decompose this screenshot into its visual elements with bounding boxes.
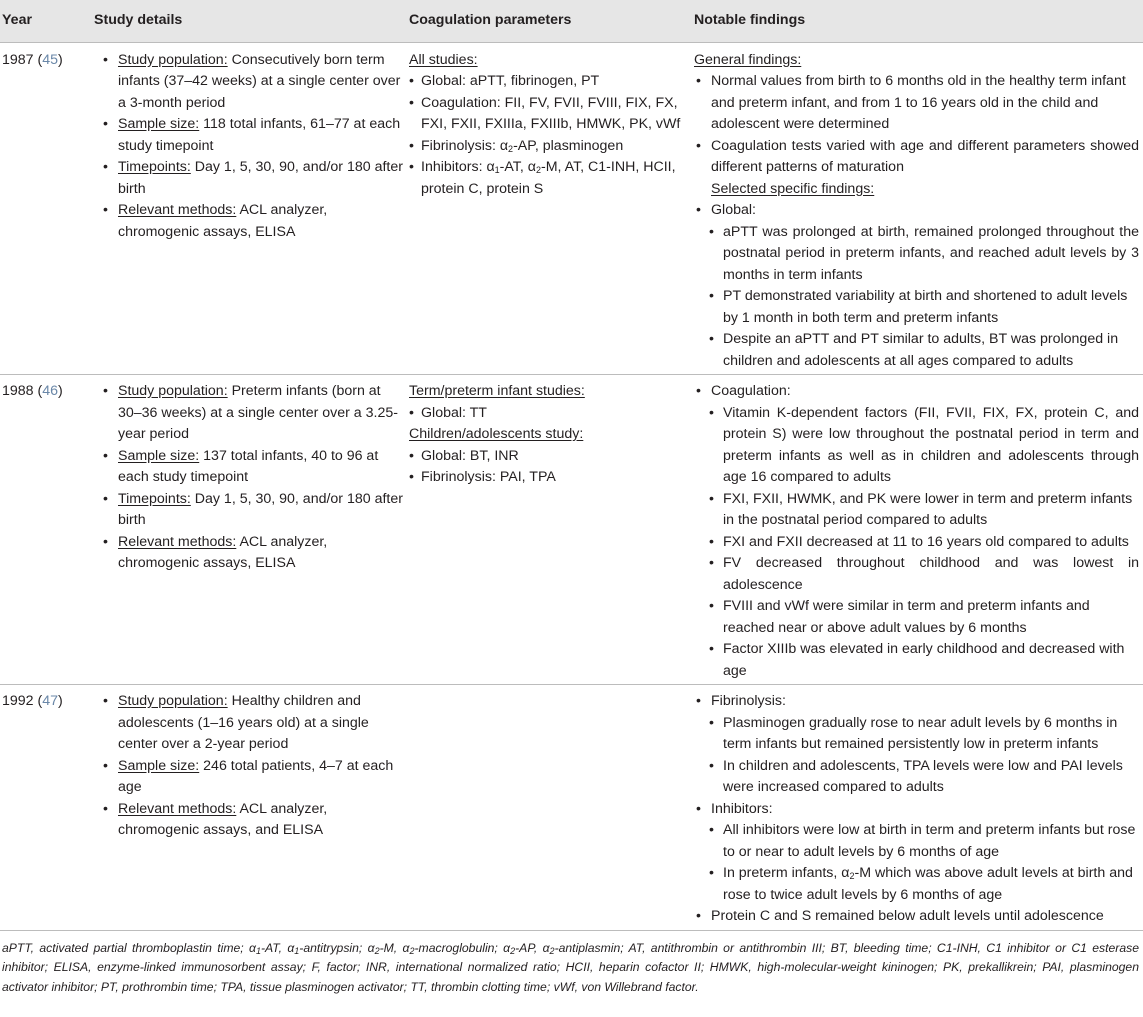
sub-finding: • Despite an aPTT and PT similar to adults, BT was prolonged in children and adolescents at all ages compared to adults (694, 329, 1139, 372)
finding-item: • Coagulation tests varied with age and different parameters showed different patterns of maturation (694, 136, 1139, 179)
table-row-1987 (0, 42, 1143, 375)
finding-group (694, 799, 1139, 907)
table-header-row (0, 0, 1143, 42)
sub-finding: • FXI and FXII decreased at 11 to 16 years old compared to adults (694, 532, 1139, 554)
sub-finding: • FV decreased throughout childhood and was lowest in adolescence (694, 553, 1139, 596)
finding-item: • Normal values from birth to 6 months old in the healthy term infant and preterm infant, and from 1 to 16 years old in the child and adolescent were determined (694, 71, 1139, 136)
study-details-cell (92, 685, 407, 931)
detail-label: Study population: (118, 51, 228, 68)
specific-findings-wrap (694, 179, 1139, 201)
detail-label: Timepoints: (118, 490, 191, 507)
parameters-cell (407, 685, 692, 931)
detail-label: Sample size: (118, 757, 200, 774)
detail-text: 118 total infants, 61–77 at each study timepoint (118, 116, 401, 154)
table-row-1988 (0, 375, 1143, 685)
detail-text: Consecutively born term infants (37–42 weeks) at a single center over a 3-month period (118, 51, 401, 111)
detail-label: Study population: (118, 693, 228, 709)
param-item: • Fibrinolysis: $\alpha_2-AP$, plasminogen (409, 136, 688, 158)
sub-finding: • In preterm infants, $\alpha_2-M$ which was above adult levels at birth and rose to twice adult levels by 6 months of age (694, 863, 1139, 906)
detail-item (94, 691, 403, 756)
detail-label: Relevant methods: (118, 202, 237, 218)
year-value: 1987 (2, 51, 34, 68)
year-value: 1988 (2, 383, 34, 399)
detail-text: ACL analyzer, chromogenic assays, ELISA (118, 202, 328, 240)
param-item: • Coagulation: FII, FV, FVII, FVIII, FIX, FX, FXI, FXII, FXIIIa, FXIIIb, HMWK, PK, vWf (409, 93, 688, 136)
detail-item (94, 157, 403, 200)
parameters-cell (407, 42, 692, 375)
reference-link[interactable]: 47 (42, 693, 59, 709)
finding-item: • Protein C and S remained below adult levels until adolescence (694, 906, 1139, 928)
specific-findings-heading: Selected specific findings: (711, 180, 875, 197)
sub-finding: • FXI, FXII, HWMK, and PK were lower in term and preterm infants in the postnatal period compared to adults (694, 489, 1139, 532)
group-label: Inhibitors: (711, 800, 773, 817)
sub-finding: • In children and adolescents, TPA levels were low and PAI levels were increased compared to adults (694, 756, 1139, 799)
reference-link[interactable]: 45 (42, 51, 59, 68)
year-cell: 1987 (45) (0, 42, 92, 375)
detail-item (94, 799, 403, 842)
params-heading: Children/adolescents study: (409, 426, 584, 442)
year-cell: 1992 (47) (0, 685, 92, 931)
detail-item (94, 532, 403, 575)
detail-text: Preterm infants (born at 30–36 weeks) at a single center over a 3.25-year period (118, 383, 398, 442)
detail-item (94, 446, 403, 489)
finding-group (694, 691, 1139, 799)
detail-label: Relevant methods: (118, 533, 237, 550)
header-coagulation-parameters: Coagulation parameters (407, 0, 692, 42)
detail-text: 246 total patients, 4–7 at each age (118, 757, 394, 795)
header-year: Year (0, 0, 92, 42)
detail-item (94, 114, 403, 157)
detail-item (94, 200, 403, 243)
findings-cell (692, 375, 1143, 685)
detail-text: ACL analyzer, chromogenic assays, ELISA (118, 533, 328, 571)
sub-finding: • aPTT was prolonged at birth, remained prolonged throughout the postnatal period in preterm infants, and reached adult levels by 3 months in term infants (694, 222, 1139, 287)
detail-item (94, 50, 403, 115)
study-details-cell (92, 42, 407, 375)
group-label: Fibrinolysis: (711, 693, 786, 709)
detail-item (94, 381, 403, 446)
sub-finding: • FVIII and vWf were similar in term and preterm infants and reached near or above adult values by 6 months (694, 596, 1139, 639)
study-details-cell (92, 375, 407, 685)
finding-group (694, 200, 1139, 372)
params-heading: All studies: (409, 51, 478, 68)
detail-item (94, 489, 403, 532)
table-footnote: aPTT, activated partial thromboplastin time; $\alpha_1-AT$, $\alpha_1$-antitrypsin; $\alpha_2-M$, $\alpha_2$-macroglobulin; $\alpha_2-AP$, $\alpha_2$-antiplasmin; AT, antithrombin or antithrombin III; BT, bleeding time; C1-INH, C1 inhibitor or C1 esterase inhibitor; ELISA, enzyme-linked immunosorbent assay; F, factor; INR, international normalized ratio; HCII, heparin cofactor II; HMWK, high-molecular-weight kininogen; PK, prekallikrein; PAI, plasminogen activator inhibitor; PT, prothrombin time; TPA, tissue plasminogen activator; TT, thrombin clotting time; vWf, von Willebrand factor. (2, 940, 1139, 994)
table-row-1992 (0, 685, 1143, 931)
group-label: Coagulation: (711, 383, 791, 399)
param-item: • Global: BT, INR (409, 446, 688, 468)
findings-cell (692, 685, 1143, 931)
finding-group (694, 381, 1139, 682)
detail-text: Day 1, 5, 30, 90, and/or 180 after birth (118, 490, 403, 528)
sub-finding: • PT demonstrated variability at birth and shortened to adult levels by 1 month in both term and preterm infants (694, 286, 1139, 329)
detail-item (94, 756, 403, 799)
year-cell: 1988 (46) (0, 375, 92, 685)
detail-label: Sample size: (118, 116, 200, 132)
detail-text: Day 1, 5, 30, 90, and/or 180 after birth (118, 159, 403, 197)
header-study-details: Study details (92, 0, 407, 42)
year-value: 1992 (2, 693, 34, 709)
detail-label: Study population: (118, 383, 228, 399)
params-heading: Term/preterm infant studies: (409, 383, 585, 399)
findings-cell (692, 42, 1143, 375)
detail-label: Timepoints: (118, 159, 191, 175)
param-item: • Global: TT (409, 403, 688, 425)
param-item: • Inhibitors: $\alpha_1-AT$, $\alpha_2-M$, AT, C1-INH, HCII, protein C, protein S (409, 157, 688, 200)
group-label: Global: (711, 202, 756, 218)
detail-label: Sample size: (118, 447, 200, 464)
reference-link[interactable]: 46 (42, 383, 59, 399)
sub-finding: • Plasminogen gradually rose to near adult levels by 6 months in term infants but remained persistently low in preterm infants (694, 713, 1139, 756)
detail-text: Healthy children and adolescents (1–16 years old) at a single center over a 2-year period (118, 693, 369, 752)
parameters-cell (407, 375, 692, 685)
sub-finding: • Factor XIIIb was elevated in early childhood and decreased with age (694, 639, 1139, 682)
findings-heading: General findings: (694, 51, 802, 68)
sub-finding: • All inhibitors were low at birth in term and preterm infants but rose to or near to adult levels by 6 months of age (694, 820, 1139, 863)
header-notable-findings: Notable findings (692, 0, 1143, 42)
sub-finding: • Vitamin K-dependent factors (FII, FVII, FIX, FX, protein C, and protein S) were low throughout the postnatal period in term and preterm infants as well as in children and adolescents through age 16 compared to adults (694, 403, 1139, 489)
param-item: • Global: aPTT, fibrinogen, PT (409, 71, 688, 93)
detail-text: 137 total infants, 40 to 96 at each study timepoint (118, 447, 379, 485)
param-item: • Fibrinolysis: PAI, TPA (409, 467, 688, 489)
detail-text: ACL analyzer, chromogenic assays, and ELISA (118, 800, 328, 838)
detail-label: Relevant methods: (118, 800, 237, 817)
